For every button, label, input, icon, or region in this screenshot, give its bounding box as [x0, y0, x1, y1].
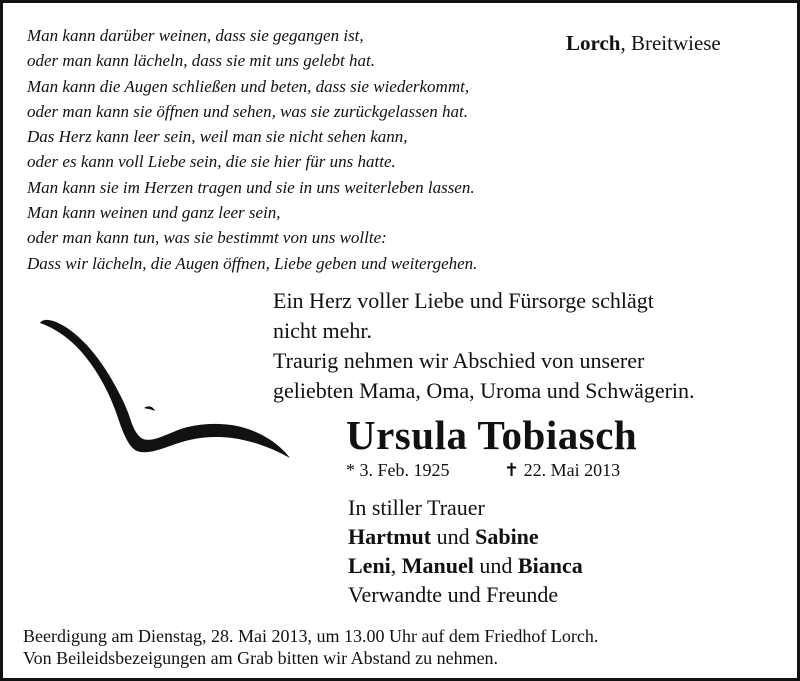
mourner-name: Leni	[348, 553, 391, 578]
poem-line: oder es kann voll Liebe sein, die sie hier für uns hatte.	[27, 152, 396, 172]
bird-silhouette-icon	[38, 308, 293, 468]
mourner-name: Bianca	[517, 553, 583, 578]
location-district: Breitwiese	[630, 31, 721, 55]
mourners-intro: In stiller Trauer	[348, 495, 485, 520]
poem-line: Das Herz kann leer sein, weil man sie nicht sehen kann,	[27, 127, 408, 147]
mourners-line	[348, 522, 583, 551]
poem-line: oder man kann tun, was sie bestimmt von uns wollte:	[27, 228, 387, 248]
separator: ,	[390, 553, 402, 578]
poem-line: Man kann sie im Herzen tragen und sie in uns weiterleben lassen.	[27, 177, 475, 197]
mourner-name: Sabine	[475, 524, 539, 549]
poem-line: Man kann darüber weinen, dass sie gegangen ist,	[27, 26, 364, 45]
birth-date: * 3. Feb. 1925	[346, 460, 450, 480]
mourner-name: Hartmut	[348, 524, 432, 549]
poem-line: Man kann die Augen schließen und beten, dass sie wiederkommt,	[27, 76, 470, 96]
location-town: Lorch	[566, 31, 621, 55]
conjunction: und	[431, 524, 476, 549]
intro-line: geliebten Mama, Oma, Uroma und Schwägerin.	[273, 378, 695, 403]
intro-line: Traurig nehmen wir Abschied von unserer	[273, 348, 645, 373]
mourners-closing: Verwandte und Freunde	[348, 582, 559, 607]
poem-line: oder man kann sie öffnen und sehen, was sie zurückgelassen hat.	[27, 101, 468, 121]
mourners-line	[348, 551, 583, 580]
death-date: ✝ 22. Mai 2013	[504, 460, 621, 480]
intro-line: nicht mehr.	[273, 318, 372, 343]
funeral-info-line: Beerdigung am Dienstag, 28. Mai 2013, um 13.00 Uhr auf dem Friedhof Lorch.	[23, 626, 599, 646]
poem-line: Man kann weinen und ganz leer sein,	[27, 203, 281, 223]
poem	[27, 23, 477, 276]
mourners	[348, 493, 583, 609]
conjunction: und	[473, 553, 518, 578]
poem-line: Dass wir lächeln, die Augen öffnen, Liebe geben und weitergehen.	[27, 253, 478, 273]
funeral-info	[23, 625, 598, 669]
location	[566, 31, 721, 56]
location-separator: ,	[620, 31, 631, 55]
funeral-info-line: Von Beileidsbezeigungen am Grab bitten wir Abstand zu nehmen.	[23, 648, 499, 668]
life-dates	[346, 460, 621, 481]
intro-text	[273, 286, 695, 406]
intro-line: Ein Herz voller Liebe und Fürsorge schlägt	[273, 288, 654, 313]
deceased-name: Ursula Tobiasch	[346, 412, 638, 458]
poem-line: oder man kann lächeln, dass sie mit uns gelebt hat.	[27, 51, 375, 71]
mourner-name: Manuel	[401, 553, 474, 578]
